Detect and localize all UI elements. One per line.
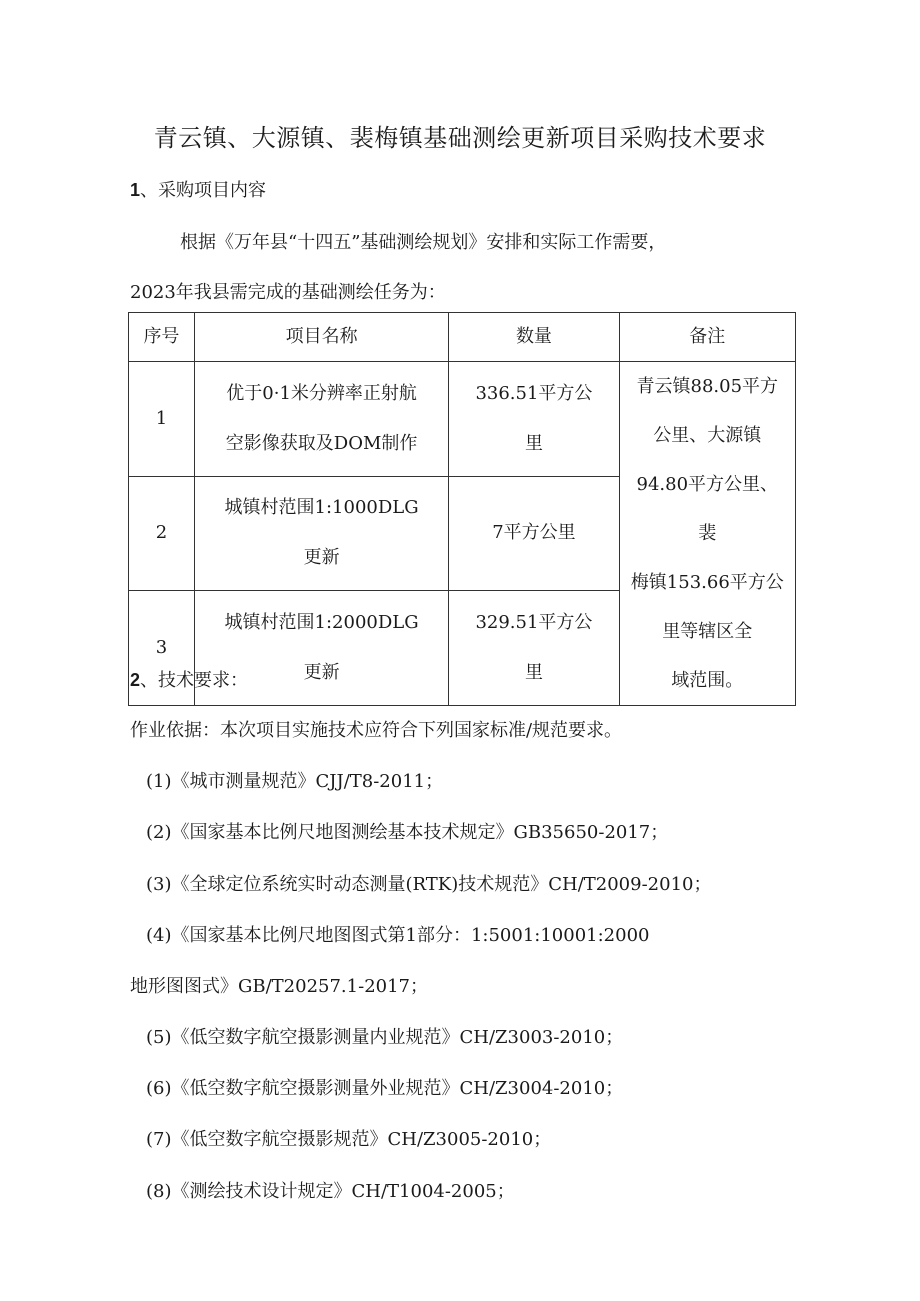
table-header-row (129, 313, 796, 362)
row-no: 3 (129, 591, 195, 706)
row-qty (449, 591, 619, 706)
row-note (619, 362, 795, 706)
section-2-number: 2 (130, 670, 141, 690)
standard-item: (6)《低空数字航空摄影测量外业规范》CH/Z3004-2010； (146, 1078, 624, 1099)
header-qty: 数量 (449, 313, 619, 362)
note-line: 域范围。 (671, 670, 744, 691)
row-qty-line-1: 336.51平方公 (475, 382, 593, 404)
section-1-paragraph-line-2: 2023年我县需完成的基础测绘任务为： (130, 282, 446, 303)
note-line: 公里、大源镇 (653, 425, 762, 446)
section-1-heading (130, 176, 266, 202)
standard-item: (4)《国家基本比例尺地图图式第1部分：1:5001:10001:2000 (146, 925, 650, 946)
section-1-paragraph-line-1: 根据《万年县“十四五”基础测绘规划》安排和实际工作需要， (180, 232, 667, 253)
row-name-line-2: 更新 (303, 547, 340, 569)
standard-item: (2)《国家基本比例尺地图测绘基本技术规定》GB35650-2017； (146, 822, 669, 843)
row-qty (449, 476, 619, 591)
standard-item: (8)《测绘技术设计规定》CH/T1004-2005； (146, 1181, 515, 1202)
task-table (128, 312, 796, 706)
header-note: 备注 (619, 313, 795, 362)
row-name-line-1: 优于0·1米分辨率正射航 (226, 382, 417, 404)
standard-item-continuation: 地形图图式》GB/T20257.1-2017； (130, 976, 429, 997)
note-line: 94.80平方公里、裴 (636, 474, 779, 544)
header-name: 项目名称 (194, 313, 448, 362)
section-1-title: 、采购项目内容 (140, 180, 267, 201)
note-line: 梅镇153.66平方公 (630, 572, 784, 593)
row-qty (449, 362, 619, 477)
standard-item: (5)《低空数字航空摄影测量内业规范》CH/Z3003-2010； (146, 1027, 624, 1048)
basis-paragraph: 作业依据：本次项目实施技术应符合下列国家标准/规范要求。 (130, 720, 623, 741)
section-2-heading (130, 666, 248, 692)
row-name-line-1: 城镇村范围1:2000DLG (224, 612, 419, 634)
standard-item: (7)《低空数字航空摄影规范》CH/Z3005-2010； (146, 1129, 552, 1150)
section-1-number: 1 (130, 180, 141, 200)
section-2-title: 、技术要求： (140, 670, 249, 691)
row-name-line-2: 更新 (303, 662, 340, 684)
row-qty-line-1: 7平方公里 (492, 522, 576, 544)
row-name-line-1: 城镇村范围1:1000DLG (224, 497, 419, 519)
document-title: 青云镇、大源镇、裴梅镇基础测绘更新项目采购技术要求 (153, 124, 767, 152)
note-line: 里等辖区全 (662, 621, 753, 642)
row-no: 1 (129, 362, 195, 477)
standard-item: (1)《城市测量规范》CJJ/T8-2011； (146, 771, 444, 792)
row-qty-line-2: 里 (524, 662, 543, 684)
row-no: 2 (129, 476, 195, 591)
note-line: 青云镇88.05平方 (636, 376, 779, 397)
standard-item: (3)《全球定位系统实时动态测量(RTK)技术规范》CH/T2009-2010； (146, 874, 712, 895)
row-qty-line-1: 329.51平方公 (475, 612, 593, 634)
table-row (129, 362, 796, 477)
row-name (194, 362, 448, 477)
row-qty-line-2: 里 (524, 432, 543, 454)
row-name-line-2: 空影像获取及DOM制作 (225, 432, 418, 454)
row-name (194, 476, 448, 591)
header-no: 序号 (129, 313, 195, 362)
